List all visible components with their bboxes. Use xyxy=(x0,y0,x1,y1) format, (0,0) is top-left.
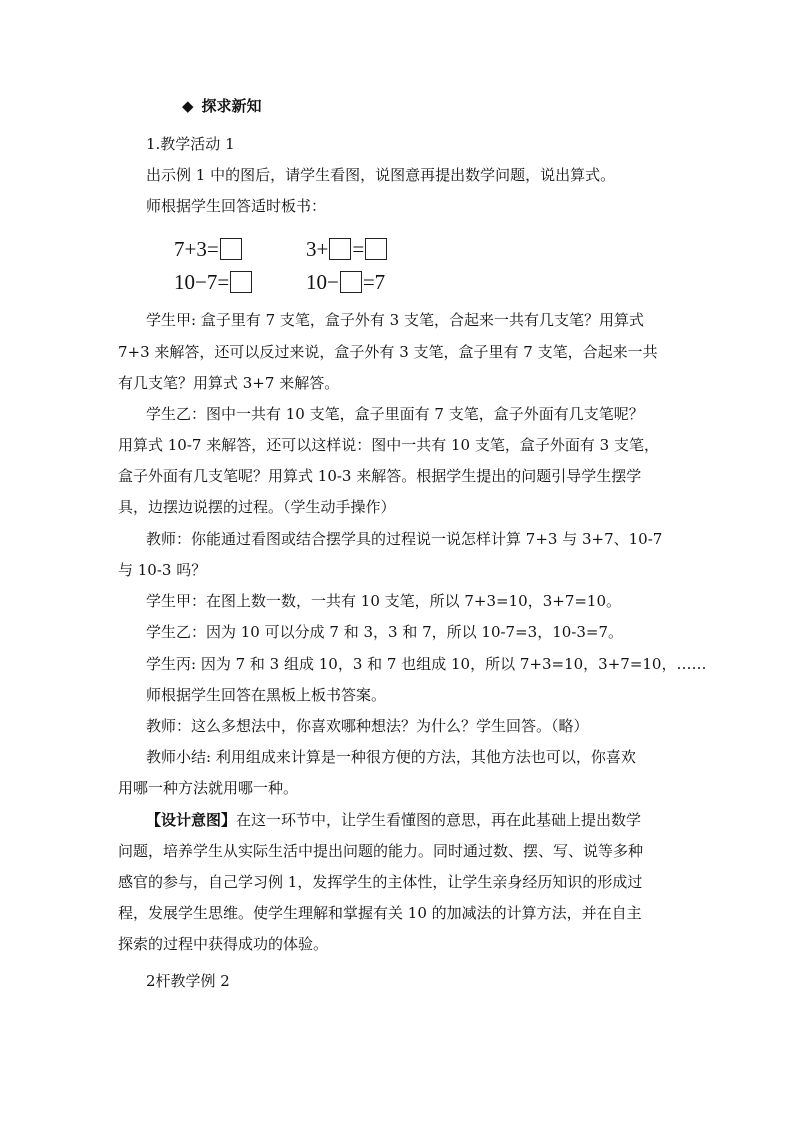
paragraph-line: 与 10-3 吗？ xyxy=(118,561,207,579)
paragraph-line: 教师：这么多想法中，你喜欢哪种想法？为什么？学生回答。（略） xyxy=(146,717,589,735)
paragraph-line: 学生甲: 盒子里有 7 支笔，盒子外有 3 支笔，合起来一共有几支笔？用算式 xyxy=(146,311,644,329)
equation-text: =7 xyxy=(362,270,386,295)
equation-text: 10−7= xyxy=(174,270,230,295)
activity1-intro: 出示例 1 中的图后，请学生看图，说图意再提出数学问题，说出算式。 xyxy=(146,166,616,184)
paragraph-line: 师根据学生回答在黑板上板书答案。 xyxy=(146,686,387,704)
section-title: 探求新知 xyxy=(201,97,262,115)
paragraph-line: 教师：你能通过看图或结合摆学具的过程说一说怎样计算 7+3 与 3+7、10-7 xyxy=(146,530,663,548)
equation-3 xyxy=(174,267,253,295)
paragraph-line: 学生甲：在图上数一数，一共有 10 支笔，所以 7+3=10，3+7=10。 xyxy=(146,592,622,610)
equation-4 xyxy=(306,267,385,295)
paragraph-line: 7+3 来解答，还可以反过来说，盒子外有 3 支笔，盒子里有 7 支笔，合起来一共 xyxy=(118,343,658,361)
answer-box xyxy=(365,238,387,260)
activity2-title: 2杆教学例 2 xyxy=(146,972,230,990)
paragraph-line: 学生丙: 因为 7 和 3 组成 10，3 和 7 也组成 10，所以 7+3=10，3+7=10，…… xyxy=(146,655,707,673)
equation-2 xyxy=(306,234,388,262)
answer-box xyxy=(220,238,242,260)
design-intent-line: 探索的过程中获得成功的体验。 xyxy=(118,935,329,953)
design-intent-line: 问题，培养学生从实际生活中提出问题的能力。同时通过数、摆、写、说等多种 xyxy=(118,842,644,860)
design-intent-text: 在这一环节中，让学生看懂图的意思，再在此基础上提出数学 xyxy=(236,811,642,829)
paragraph-line: 盒子外面有几支笔呢？用算式 10-3 来解答。根据学生提出的问题引导学生摆学 xyxy=(118,467,642,485)
diamond-bullet-icon: ◆ xyxy=(182,97,194,115)
equation-text: = xyxy=(352,237,365,262)
equation-text: 3+ xyxy=(306,237,329,262)
design-intent-label: 【设计意图】 xyxy=(146,811,237,829)
answer-box xyxy=(340,271,362,293)
paragraph-line: 学生乙：因为 10 可以分成 7 和 3，3 和 7，所以 10-7=3，10-3=7。 xyxy=(146,623,624,641)
paragraph-line: 学生乙：图中一共有 10 支笔，盒子里面有 7 支笔，盒子外面有几支笔呢？ xyxy=(146,405,644,423)
paragraph-line: 具，边摆边说摆的过程。（学生动手操作） xyxy=(118,498,396,516)
equation-text: 7+3= xyxy=(174,237,219,262)
paragraph-line: 教师小结: 利用组成来计算是一种很方便的方法，其他方法也可以，你喜欢 xyxy=(146,748,636,766)
activity1-title: 1.教学活动 1 xyxy=(146,135,235,153)
equation-text: 10− xyxy=(306,270,339,295)
answer-box xyxy=(329,238,351,260)
section-heading xyxy=(182,96,262,116)
design-intent-line: 感官的参与，自己学习例 1，发挥学生的主体性，让学生亲身经历知识的形成过 xyxy=(118,873,643,891)
board-note: 师根据学生回答适时板书： xyxy=(146,197,327,215)
paragraph-line: 有几支笔？用算式 3+7 来解答。 xyxy=(118,374,340,392)
paragraph-line: 用算式 10-7 来解答，还可以这样说：图中一共有 10 支笔，盒子外面有 3 支笔， xyxy=(118,436,659,454)
equation-1 xyxy=(174,234,243,262)
paragraph-line: 用哪一种方法就用哪一种。 xyxy=(118,779,299,797)
answer-box xyxy=(230,271,252,293)
design-intent-line: 程，发展学生思维。使学生理解和掌握有关 10 的加减法的计算方法，并在自主 xyxy=(118,904,642,922)
design-intent-line xyxy=(146,810,641,830)
